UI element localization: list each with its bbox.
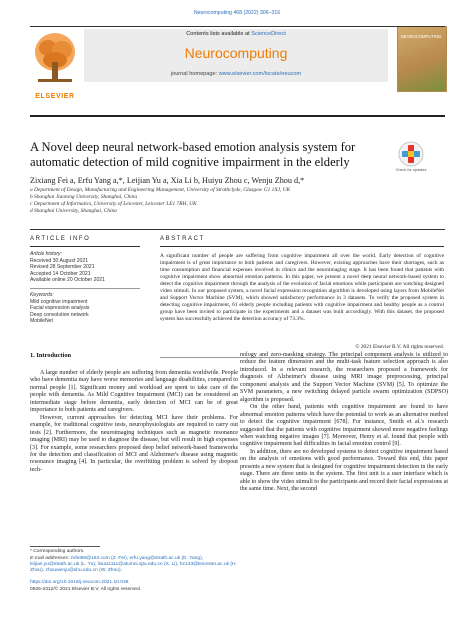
body-column-left [30, 370, 238, 474]
abstract-heading: ABSTRACT [160, 236, 205, 242]
affiliation-a: a Department of Design, Manufacturing and Engineering Management, University of Strathclyde, Glasgow G1 1XJ, UK [30, 187, 291, 193]
header-rule [30, 115, 445, 117]
email-list[interactable]: zxfei89@163.com (Z. Fei), erfu.yang@strath.ac.uk (E. Yang), leijian.yu@strath.ac.uk (L. Yu), lixia11111@alumni.sjtu.edu.cn (X. Li), hz143@leicester.ac.uk (H. Zhou), zhouwenju@shu.edu.cn (W. Zhou). [30, 556, 237, 574]
journal-name: Neurocomputing [184, 45, 288, 61]
keyword-item: Facial expression analysis [30, 305, 90, 311]
paragraph: In addition, there are no developed systems to detect cognitive impairment based on the analysis of emotions with good performance. Toward this end, this paper presents a new system that is designed for cognitive impairment detection in the early stage. There are three units in the system. The first unit is a user interface which is able to show the video stimuli to the participants and record their facial expressions at the same time. Next, the second [240, 448, 448, 493]
publisher-name: ELSEVIER [35, 93, 75, 100]
keyword-item: Mild cognitive impairment [30, 298, 88, 305]
contents-line [84, 31, 388, 37]
paragraph: However, current approaches for detecting MCI have their problems. For example, for traditional cognitive tests, neurophysiologists are required to carry out tests [2]. Furthermore, the neuroimaging techniques such as magnetic resonance imaging (MRI) may be used to diagnose the disease, but will result in high expenses [3]. For example, some researchers proposed deep belief network-based frameworks for the detection and classification of MCI and Alzheimer's disease using magnetic resonance imaging [4]. In particular, the overfitting problem is solved by dropout tech- [30, 414, 238, 473]
journal-reference[interactable]: Neurocomputing 468 (2022) 306–316 [193, 10, 281, 16]
body-column-right [240, 352, 448, 494]
article-info-rule [30, 246, 140, 247]
email-addresses [30, 556, 240, 574]
paragraph: On the other hand, patients with cognitive impairment are found to have abnormal emotion patterns which have the potential to work as an alternative method to detect the cognitive impairment [678]. For instance, Smith et al.'s research suggested that the patients with cognitive impairment showed more negative feelings when watching negative images [7]. Moreover, Henry et al. found that people with cognitive impairment had difficulties in facial emotion control [9]. [240, 404, 448, 448]
abstract-copyright: © 2021 Elsevier B.V. All rights reserved. [355, 344, 444, 350]
info-rule [30, 229, 445, 230]
history-label: Article history: [30, 251, 62, 257]
keyword-item: Deep convolution network [30, 311, 89, 318]
elsevier-tree-logo [30, 28, 80, 86]
history-online: Available online 20 October 2021 [30, 277, 105, 283]
article-info-heading: ARTICLE INFO [30, 236, 91, 242]
issn-line: 0925-2312/© 2021 Elsevier B.V. All rights reserved. [30, 587, 142, 592]
crossmark-label: Check for updates [395, 168, 427, 172]
paragraph: A large number of elderly people are suffering from dementia worldwide. People who have dementia may have worse memories and language disabilities, compared to normal people [1]. Significant money and workload are spent to take care of the people with dementia. As Mild Cognitive Impairment (MCI) can be considered an intermediate stage before dementia, early detection of MCI can be of great importance to both patients and caregivers. [30, 370, 238, 414]
cover-title: NEUROCOMPUTING [400, 34, 442, 39]
author-list: Zixiang Fei a, Erfu Yang a,*, Leijian Yu a, Xia Li b, Huiyu Zhou c, Wenju Zhou d,* [30, 176, 305, 185]
keywords-rule [30, 288, 140, 289]
sciencedirect-link[interactable]: ScienceDirect [251, 31, 286, 37]
homepage-prefix: journal homepage: [170, 71, 219, 77]
keyword-item: MobileNet [30, 318, 53, 324]
history-accepted: Accepted 14 October 2021 [30, 270, 91, 277]
history-revised: Revised 28 September 2021 [30, 264, 95, 270]
journal-homepage [84, 71, 388, 77]
affiliation-d: d Shanghai University, Shanghai, China [30, 208, 117, 214]
section-heading: 1. Introduction [30, 352, 72, 359]
article-title: A Novel deep neural network-based emotion analysis system for automatic detection of mild cognitive impairment in the elderly [30, 140, 356, 169]
paragraph: nology and zero-masking strategy. The principal component analysis is utilized to reduce the feature dimension and the multi-task feature selection approach is also introduced. In a relevant research, the researchers proposed a framework for diagnosis of Alzheimer's disease using MRI image preprocessing, principal component analysis and the Support Vector Machine (SVM) [5]. To optimize the SVM parameters, a new switching delayed particle swarm optimization (SDPSO) algorithm is proposed. [240, 352, 448, 403]
history-received: Received 30 August 2021 [30, 257, 89, 264]
email-label: E-mail addresses: [30, 556, 71, 561]
abstract-rule [160, 246, 444, 247]
crossmark-icon[interactable] [398, 141, 424, 167]
top-rule [30, 26, 445, 27]
homepage-link[interactable]: www.elsevier.com/locate/neucom [218, 71, 302, 77]
footnote-rule [30, 546, 100, 547]
corresponding-author-note: * Corresponding authors. [30, 549, 85, 554]
affiliation-c: c Department of Informatics, University of Leicester, Leicester LE1 7RH, UK [30, 201, 197, 207]
abstract-text: A significant number of people are suffering from cognitive impairment all over the world. Early detection of cognitive impairment is of great importance to both patients and caregivers. However, existing approaches have their shortages, such as time consumption and financial expenses involved in clinics and the neuroimaging stage. It has been found that patients with cognitive impairment show abnormal emotion patterns. In this paper, we present a novel deep neural network-based system to detect the cognitive impairment through the analysis of the evolution of facial emotions while participants are watching designed video stimuli. In our proposed system, a novel facial expression recognition algorithm is developed using layers from MobileNet and Support Vector Machine (SVM), which showed satisfactory performance in 3 datasets. To verify the proposed system in detecting cognitive impairment, 61 elderly people including patients with cognitive impairment and healthy people as a control group have been invited to participate in the experiments and a dataset was built accordingly. With this dataset, the proposed system has successfully achieved the detection accuracy of 73.3%. [160, 253, 444, 323]
keywords-label: Keywords: [30, 292, 54, 298]
doi-link[interactable]: https://doi.org/10.1016/j.neucom.2021.10.038 [30, 580, 129, 585]
affiliation-b: b Shanghai Jiaotong University, Shanghai, China [30, 194, 138, 200]
contents-prefix: Contents lists available at [186, 31, 252, 37]
